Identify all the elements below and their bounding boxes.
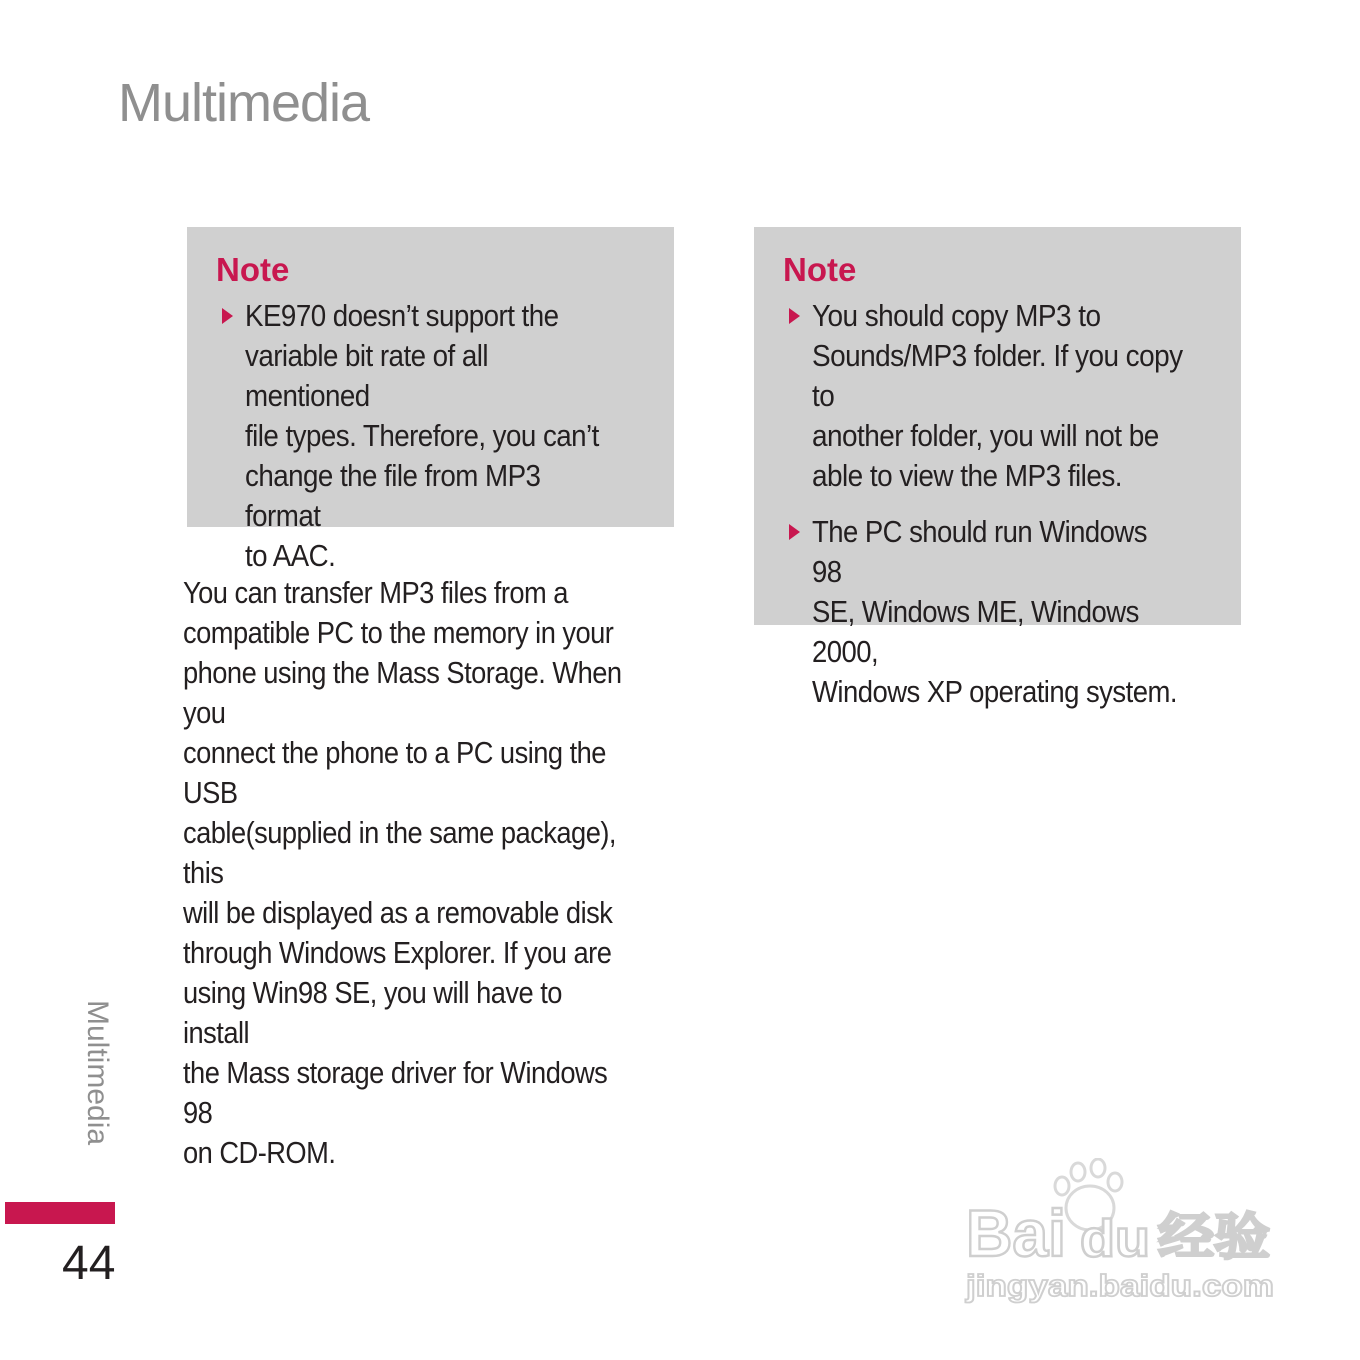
page-number: 44 bbox=[62, 1237, 116, 1290]
page-title: Multimedia bbox=[118, 73, 370, 133]
baidu-watermark-logo bbox=[962, 1158, 1282, 1308]
note-box-copy-requirements bbox=[754, 227, 1241, 709]
triangle-bullet-icon bbox=[789, 308, 800, 324]
note-item-text: KE970 doesn’t support the variable bit rate of all mentioned file types. Therefore, you can’t change the file from MP3 format to AAC. bbox=[245, 298, 599, 573]
triangle-bullet-icon bbox=[789, 524, 800, 540]
watermark-logo-text: Bai bbox=[966, 1196, 1066, 1270]
watermark-logo-text: du bbox=[1080, 1210, 1150, 1268]
note-item-text: The PC should run Windows 98 SE, Windows ME, Windows 2000, Windows XP operating system. bbox=[812, 514, 1177, 709]
note-item bbox=[783, 296, 1231, 496]
side-section-label: Multimedia bbox=[81, 1000, 114, 1146]
note-box-format-support bbox=[187, 227, 674, 573]
watermark-logo-text: 经验 bbox=[1158, 1209, 1270, 1265]
note-item-text: You should copy MP3 to Sounds/MP3 folder. If you copy to another folder, you will not be able to view the MP3 files. bbox=[812, 298, 1183, 493]
note-heading: Note bbox=[783, 251, 857, 288]
section-marker-bar bbox=[5, 1202, 115, 1224]
watermark-url-text: jingyan.baidu.com bbox=[964, 1268, 1274, 1303]
note-item bbox=[783, 512, 1231, 712]
note-item bbox=[216, 296, 654, 576]
note-heading: Note bbox=[216, 251, 290, 288]
body-paragraph: You can transfer MP3 files from a compatible PC to the memory in your phone using the Mass Storage. When you connect the phone to a PC using the USB cable(supplied in the same package), this will be displayed as a removable disk through Windows Explorer. If you are using Win98 SE, you will have to install the Mass storage driver for Windows 98 on CD-ROM. bbox=[183, 575, 622, 1170]
triangle-bullet-icon bbox=[222, 308, 233, 324]
